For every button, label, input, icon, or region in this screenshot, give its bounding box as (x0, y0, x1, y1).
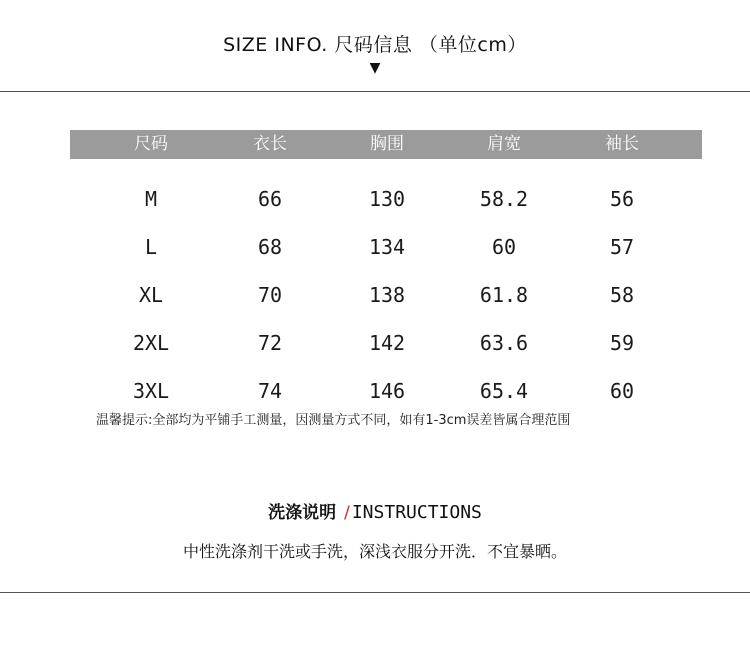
instructions-title-cn: 洗涤说明 (268, 503, 337, 523)
cell-sleeve: 57 (609, 235, 635, 259)
cell-sleeve: 58 (609, 283, 635, 307)
instructions-title-en: INSTRUCTIONS (351, 502, 482, 523)
cell-size: M (144, 187, 158, 211)
size-table-header (70, 130, 702, 159)
table-row (0, 232, 750, 262)
cell-length: 72 (257, 331, 283, 355)
cell-length: 70 (257, 283, 283, 307)
instructions-slash: / (344, 503, 350, 523)
cell-sleeve: 60 (609, 379, 635, 403)
cell-chest: 142 (368, 331, 406, 355)
cell-chest: 146 (368, 379, 406, 403)
instructions-heading (0, 498, 750, 523)
measurement-note: 温馨提示:全部均为平铺手工测量，因测量方式不同，如有1-3cm误差皆属合理范围 (96, 413, 571, 428)
table-row (0, 184, 750, 214)
cell-chest: 130 (368, 187, 406, 211)
table-row (0, 376, 750, 406)
header-size: 尺码 (134, 134, 168, 154)
cell-size: L (144, 235, 158, 259)
page-title: SIZE INFO. 尺码信息 （单位cm） (223, 34, 527, 56)
bottom-divider (0, 592, 750, 593)
cell-size: 3XL (132, 379, 170, 403)
header-sleeve: 袖长 (605, 134, 639, 154)
cell-length: 74 (257, 379, 283, 403)
down-arrow-icon: ▼ (369, 60, 381, 76)
header-shoulder: 肩宽 (487, 134, 521, 154)
cell-sleeve: 56 (609, 187, 635, 211)
instructions-text: 中性洗涤剂干洗或手洗，深浅衣服分开洗．不宜暴晒。 (182, 542, 567, 561)
cell-sleeve: 59 (609, 331, 635, 355)
cell-shoulder: 58.2 (479, 187, 529, 211)
cell-size: 2XL (132, 331, 170, 355)
table-row (0, 280, 750, 310)
header-length: 衣长 (253, 134, 287, 154)
cell-chest: 134 (368, 235, 406, 259)
cell-size: XL (138, 283, 164, 307)
table-row (0, 328, 750, 358)
cell-shoulder: 63.6 (479, 331, 529, 355)
cell-shoulder: 60 (491, 235, 517, 259)
cell-shoulder: 61.8 (479, 283, 529, 307)
cell-length: 66 (257, 187, 283, 211)
cell-chest: 138 (368, 283, 406, 307)
top-divider (0, 91, 750, 92)
cell-shoulder: 65.4 (479, 379, 529, 403)
header-chest: 胸围 (370, 134, 404, 154)
cell-length: 68 (257, 235, 283, 259)
